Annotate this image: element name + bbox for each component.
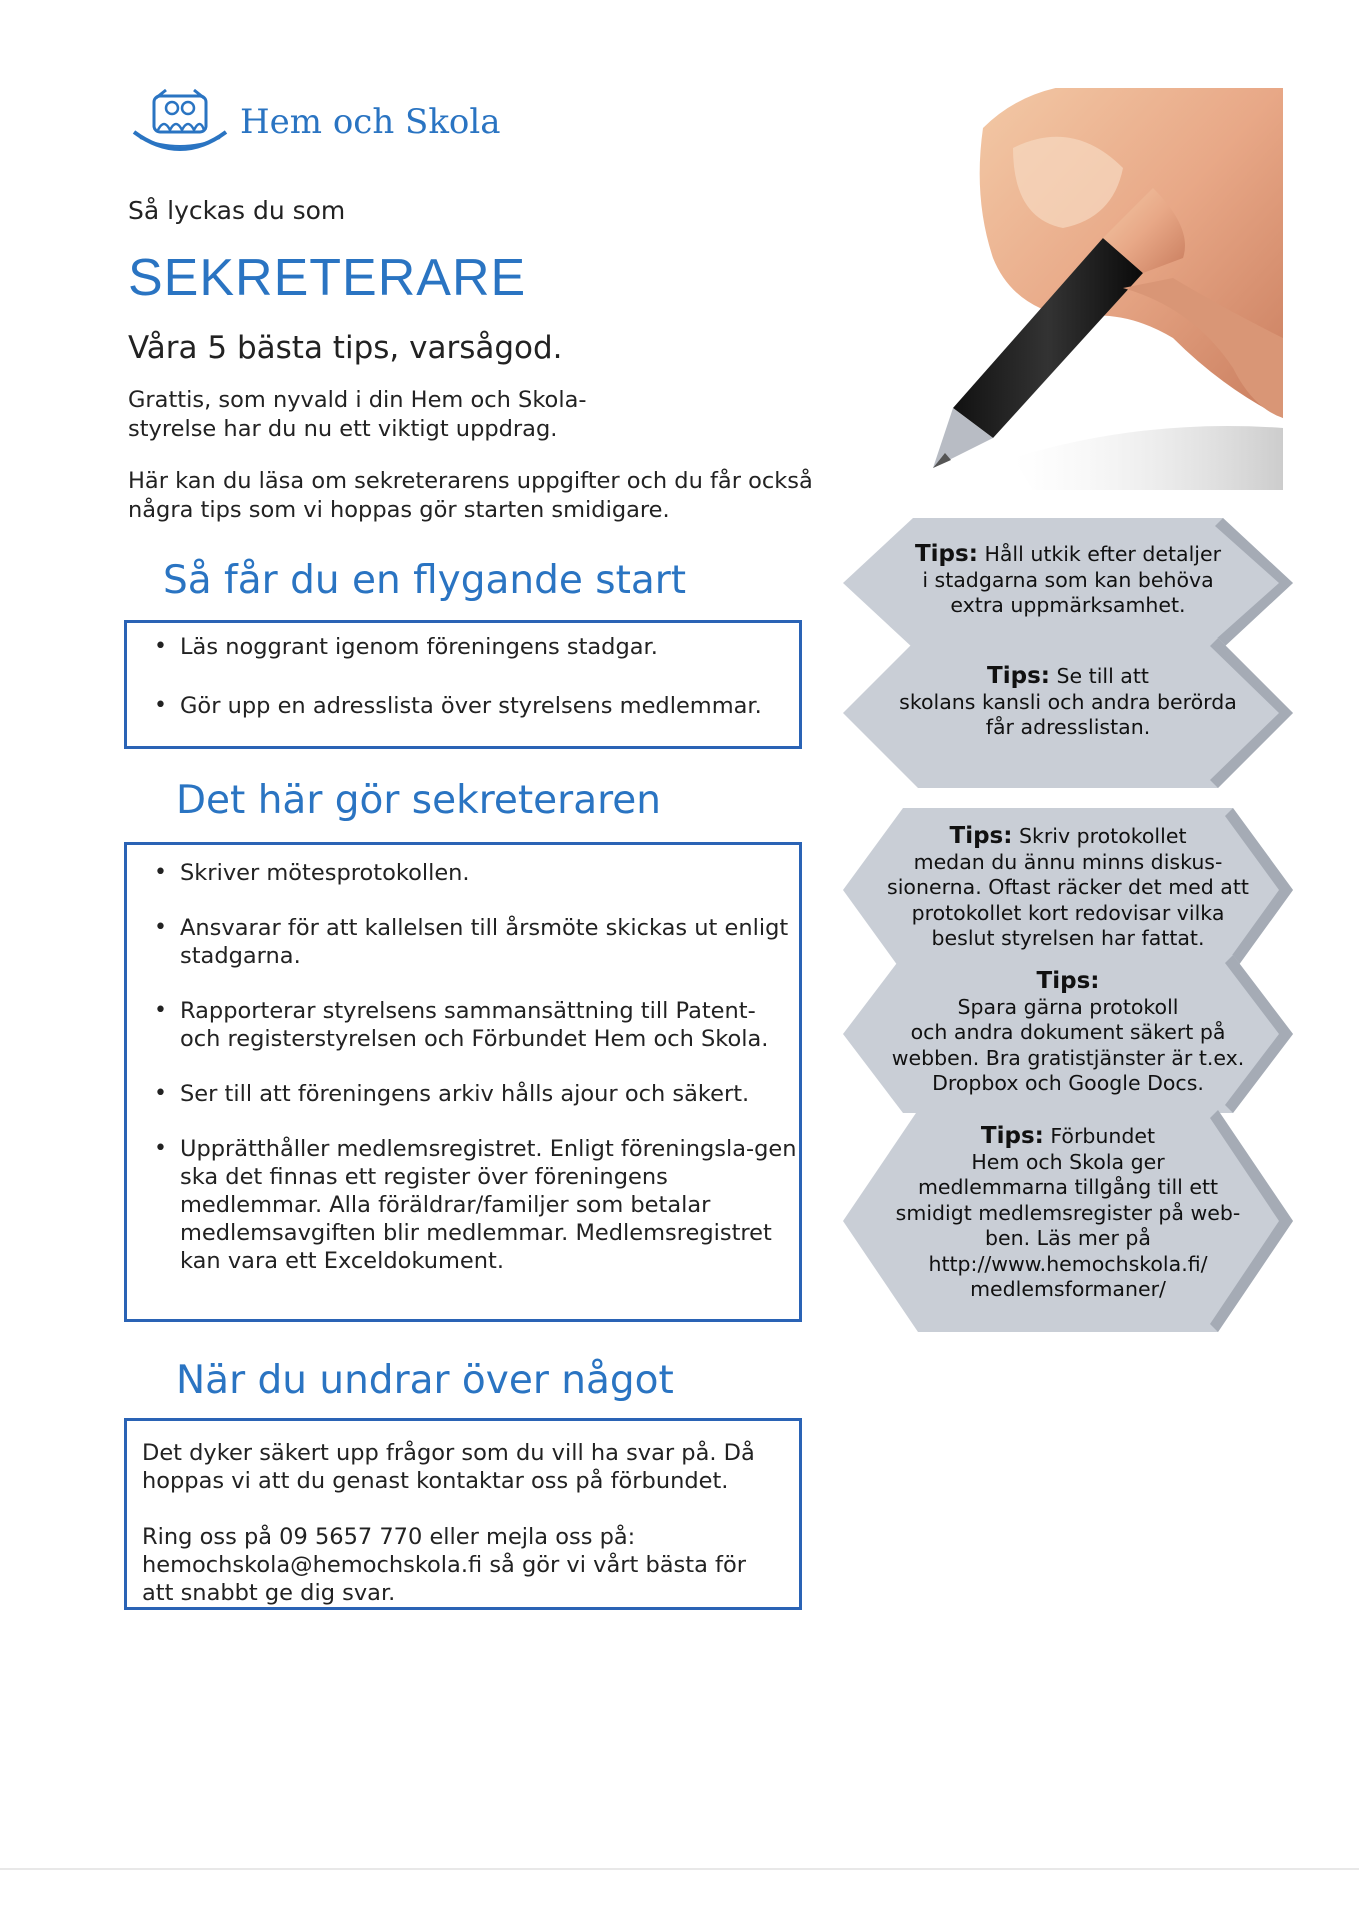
section-heading: Det här gör sekreteraren (176, 778, 661, 823)
tip-line: skolans kansli och andra berörda (899, 689, 1237, 714)
tip-card (843, 638, 1293, 788)
tip-card (843, 808, 1293, 973)
section-heading: Så får du en flygande start (163, 558, 687, 603)
tip-label: Tips: (1036, 968, 1100, 994)
list-item: • Upprätthåller medlemsregistret. Enligt föreningsla-gen ska det finnas ett register över föreningens medlemmar. Alla föräldrar/familjer som betalar medlemsavgiften blir medlemmar. Medlemsregistret kan vara ett Exceldokument. (127, 1135, 799, 1275)
section-box (124, 842, 802, 1322)
tip-card (843, 518, 1293, 648)
tip-line: medlemmarna tillgång till ett (917, 1175, 1219, 1199)
tip-line: får adresslistan. (985, 715, 1151, 739)
tip-line: beslut styrelsen har fattat. (931, 926, 1205, 950)
list-item: • Ser till att föreningens arkiv hålls ajour och säkert. (127, 1080, 799, 1108)
scan-edge-line (0, 1868, 1359, 1870)
page-title: SEKRETERARE (128, 249, 527, 307)
tip-line: Hem och Skola ger (971, 1149, 1165, 1174)
list-item: • Gör upp en adresslista över styrelsens medlemmar. (127, 692, 799, 720)
contact-paragraph: Ring oss på 09 5657 770 eller mejla oss på: hemochskola@hemochskola.fi så gör vi vårt bästa för att snabbt ge dig svar. (142, 1524, 746, 1606)
tip-text (883, 1124, 1253, 1303)
tip-line: smidigt medlemsregister på web- (895, 1200, 1241, 1225)
tip-label: Tips: (914, 541, 978, 567)
list-item: • Ansvarar för att kallelsen till årsmöte skickas ut enligt stadgarna. (127, 914, 799, 970)
tip-label: Tips: (980, 1123, 1044, 1149)
tip-line: Dropbox och Google Docs. (932, 1071, 1204, 1095)
tip-line: extra uppmärksamhet. (950, 593, 1186, 617)
list-item: • Läs noggrant igenom föreningens stadgar. (127, 633, 799, 661)
section-heading: När du undrar över något (176, 1358, 674, 1403)
tip-line: webben. Bra gratistjänster är t.ex. (891, 1045, 1245, 1070)
tip-text (868, 824, 1268, 952)
tip-line: sionerna. Oftast räcker det med att (887, 875, 1249, 899)
tip-line: Spara gärna protokoll (957, 994, 1179, 1019)
tip-text (868, 969, 1268, 1097)
tip-line: ben. Läs mer på (985, 1226, 1151, 1250)
tip-line: Skriv protokollet (1018, 824, 1187, 848)
intro-line: Så lyckas du som (128, 196, 346, 225)
section-box (124, 620, 802, 749)
list-item: • Rapporterar styrelsens sammansättning till Patent- och registerstyrelsen och Förbundet Hem och Skola. (127, 997, 799, 1053)
tip-line: protokollet kort redovisar vilka (911, 900, 1225, 925)
owl-boat-logo-icon (130, 88, 230, 163)
tip-label: Tips: (987, 663, 1050, 689)
page-subtitle: Våra 5 bästa tips, varsågod. (128, 330, 563, 366)
tip-text (883, 664, 1253, 741)
tip-card (843, 1110, 1293, 1332)
brand-logo (130, 88, 501, 163)
tip-line: Se till att (1056, 664, 1149, 688)
tip-line: i stadgarna som kan behöva (922, 567, 1214, 592)
intro-paragraph: Grattis, som nyvald i din Hem och Skola-styrelse har du nu ett viktigt uppdrag. (128, 387, 587, 442)
intro-paragraph: Här kan du läsa om sekreterarens uppgifter och du får också några tips som vi hoppas gör starten smidigare. (128, 468, 813, 523)
tip-line: Förbundet (1050, 1124, 1156, 1148)
brand-name: Hem och Skola (240, 102, 501, 142)
tip-card (843, 955, 1293, 1113)
tip-line: Håll utkik efter detaljer (984, 542, 1222, 566)
hand-holding-pen-photo (893, 88, 1283, 490)
tip-line: medan du ännu minns diskus- (913, 849, 1223, 874)
tip-line: medlemsformaner/ (970, 1277, 1166, 1301)
tip-label: Tips: (949, 823, 1013, 849)
contact-paragraph: Det dyker säkert upp frågor som du vill ha svar på. Då hoppas vi att du genast kontaktar oss på förbundet. (142, 1440, 755, 1494)
section-box (124, 1418, 802, 1610)
tip-line: http://www.hemochskola.fi/ (928, 1251, 1208, 1276)
tip-line: och andra dokument säkert på (910, 1020, 1226, 1044)
list-item: • Skriver mötesprotokollen. (127, 859, 799, 887)
tip-text (883, 542, 1253, 619)
